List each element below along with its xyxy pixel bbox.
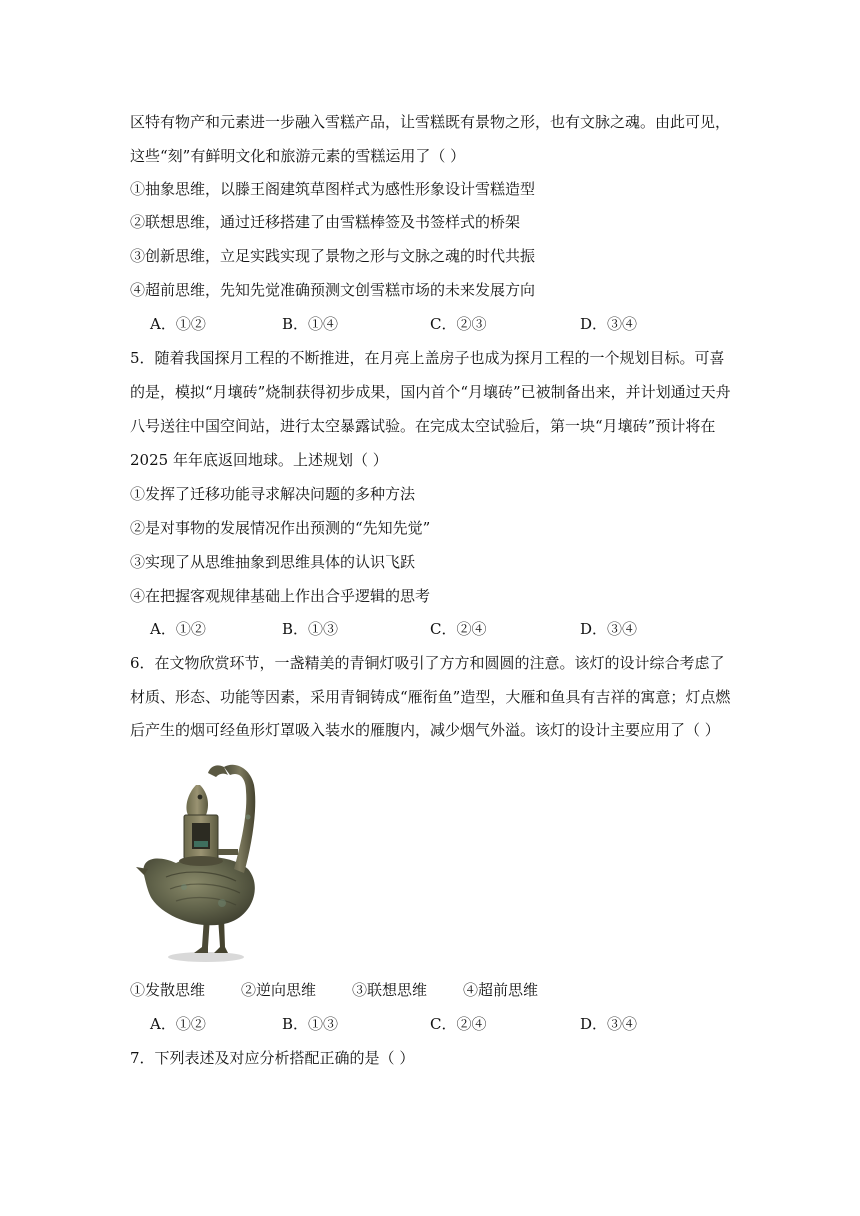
- q6-option-a: A．①②: [150, 1015, 206, 1033]
- q7-stem-line-1: 7．下列表述及对应分析搭配正确的是（ ）: [130, 1049, 415, 1067]
- q5-item-2: ②是对事物的发展情况作出预测的“先知先觉”: [130, 519, 431, 537]
- q6-stem-line-1: 6．在文物欣赏环节，一盏精美的青铜灯吸引了方方和圆圆的注意。该灯的设计综合考虑了: [130, 654, 725, 672]
- q6-item-4: ④超前思维: [463, 981, 539, 999]
- q6-option-b: B．①③: [282, 1015, 339, 1033]
- q4-option-a: A．①②: [150, 315, 206, 333]
- q4-item-1: ①抽象思维，以滕王阁建筑草图样式为感性形象设计雪糕造型: [130, 180, 536, 198]
- q4-item-3: ③创新思维，立足实践实现了景物之形与文脉之魂的时代共振: [130, 247, 536, 265]
- q4-stem-line-1: 区特有物产和元素进一步融入雪糕产品，让雪糕既有景物之形，也有文脉之魂。由此可见，: [130, 113, 731, 131]
- q6-items-row: [130, 980, 538, 1000]
- q5-stem-line-3: 八号送往中国空间站，进行太空暴露试验。在完成太空试验后，第一块“月壤砖”预计将在: [130, 417, 716, 435]
- q4-option-b: B．①④: [282, 315, 339, 333]
- q6-stem-line-2: 材质、形态、功能等因素，采用青铜铸成“雁衔鱼”造型，大雁和鱼具有吉祥的寓意；灯点燃: [130, 688, 731, 706]
- q4-stem-line-2: 这些“刻”有鲜明文化和旅游元素的雪糕运用了（ ）: [130, 147, 466, 165]
- q4-item-2: ②联想思维，通过迁移搭建了由雪糕棒签及书签样式的桥架: [130, 213, 521, 231]
- bronze-goose-lamp-image: [136, 757, 276, 965]
- q5-item-1: ①发挥了迁移功能寻求解决问题的多种方法: [130, 485, 416, 503]
- q5-stem-line-2: 的是，模拟“月壤砖”烧制获得初步成果，国内首个“月壤砖”已被制备出来，并计划通过天舟: [130, 383, 731, 401]
- q4-option-d: D．③④: [580, 315, 638, 333]
- q5-option-d: D．③④: [580, 620, 638, 638]
- q4-option-c: C．②③: [430, 315, 487, 333]
- q5-item-4: ④在把握客观规律基础上作出合乎逻辑的思考: [130, 587, 431, 605]
- q5-item-3: ③实现了从思维抽象到思维具体的认识飞跃: [130, 553, 416, 571]
- q6-option-c: C．②④: [430, 1015, 487, 1033]
- q4-item-4: ④超前思维，先知先觉准确预测文创雪糕市场的未来发展方向: [130, 281, 536, 299]
- q5-option-a: A．①②: [150, 620, 206, 638]
- q5-option-b: B．①③: [282, 620, 339, 638]
- q5-stem-line-1: 5．随着我国探月工程的不断推进，在月亮上盖房子也成为探月工程的一个规划目标。可喜: [130, 349, 725, 367]
- q6-item-1: ①发散思维: [130, 981, 206, 999]
- q5-stem-line-4: 2025 年年底返回地球。上述规划（ ）: [130, 451, 388, 469]
- q6-option-d: D．③④: [580, 1015, 638, 1033]
- q6-stem-line-3: 后产生的烟可经鱼形灯罩吸入装水的雁腹内，减少烟气外溢。该灯的设计主要应用了（ ）: [130, 721, 720, 739]
- q5-option-c: C．②④: [430, 620, 487, 638]
- q6-item-2: ②逆向思维: [241, 981, 317, 999]
- q6-item-3: ③联想思维: [352, 981, 428, 999]
